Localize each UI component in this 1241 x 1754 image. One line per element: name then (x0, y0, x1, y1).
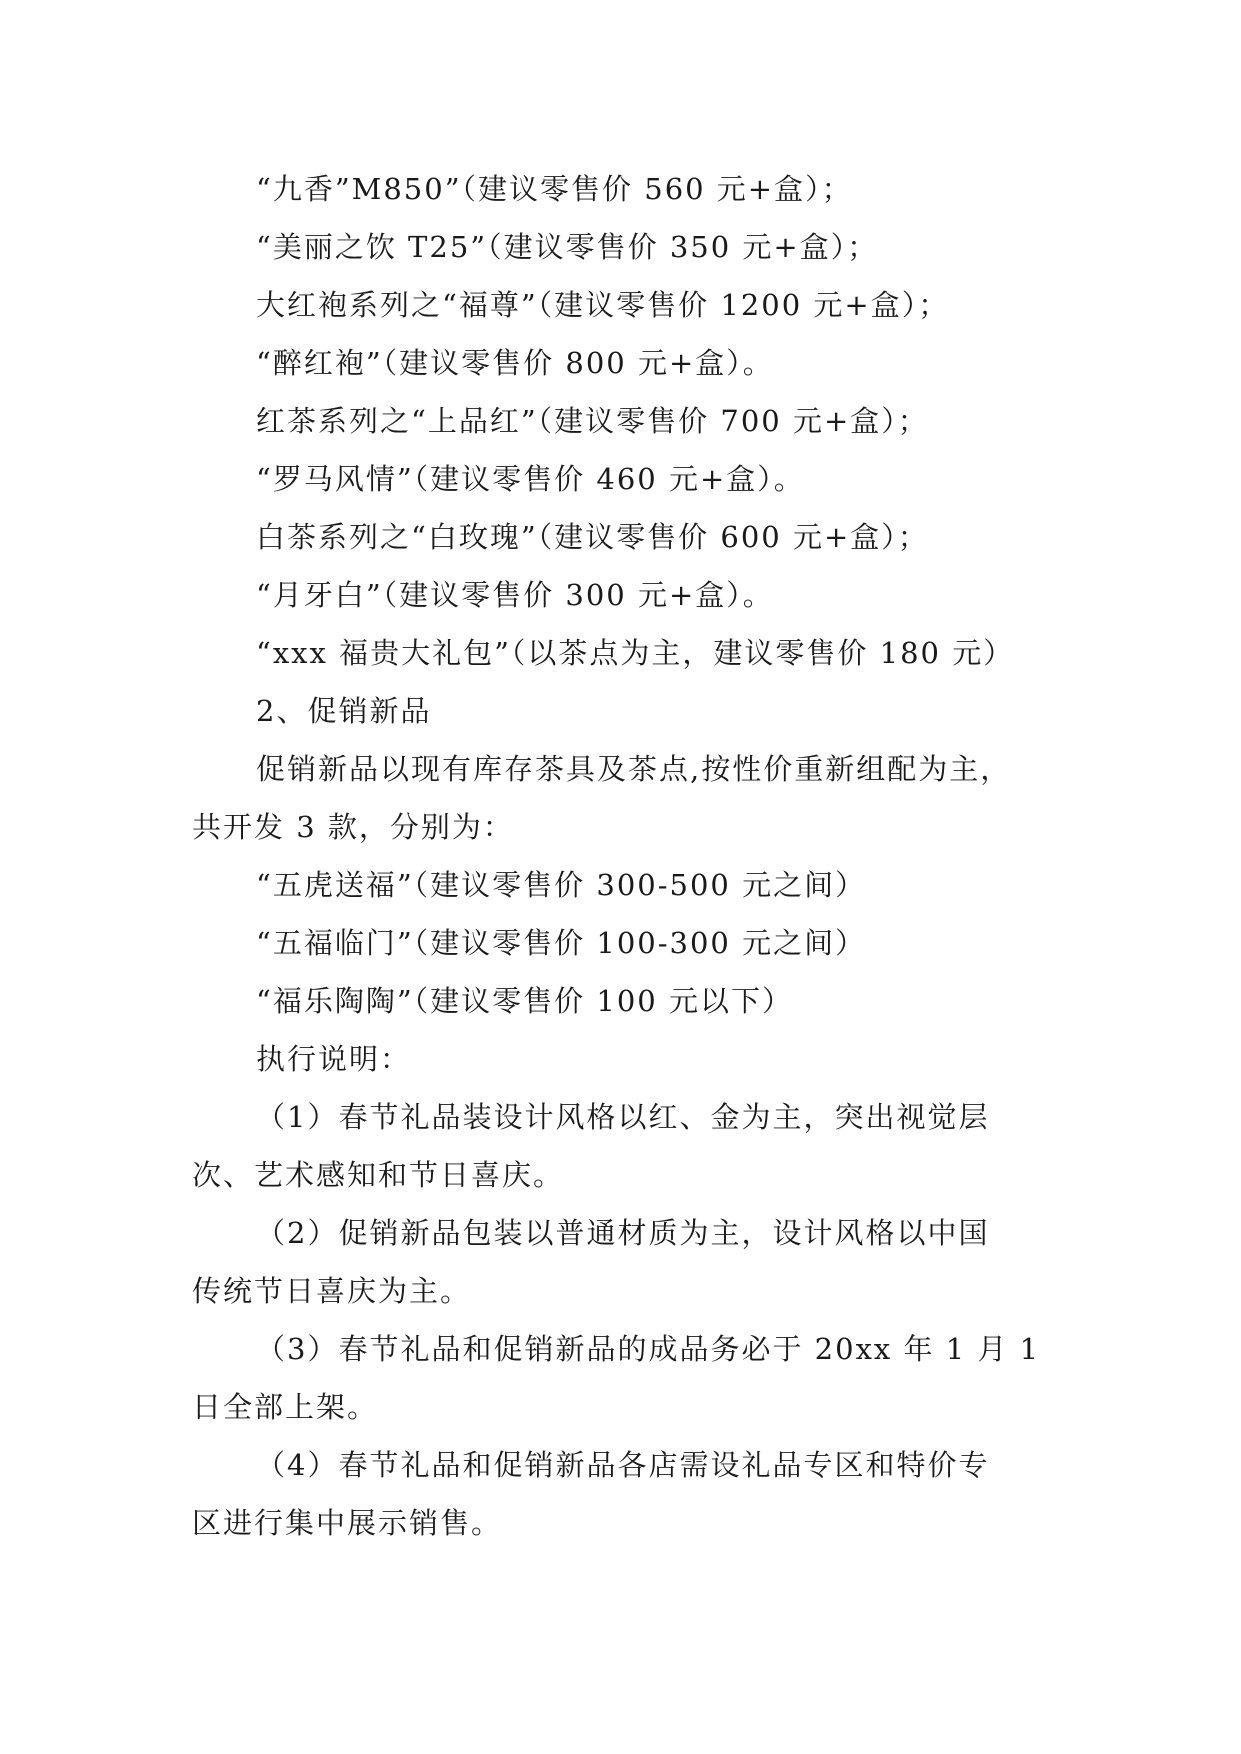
note-1-line-1: （1）春节礼品装设计风格以红、金为主，突出视觉层 (256, 1100, 990, 1134)
note-4-line-1: （4）春节礼品和促销新品各店需设礼品专区和特价专 (256, 1448, 990, 1482)
note-4-line-2: 区进行集中展示销售。 (192, 1506, 503, 1540)
product-line-zuihongpao: “醉红袍”（建议零售价 800 元+盒）。 (256, 346, 774, 380)
promo-item-wuhu: “五虎送福”（建议零售价 300-500 元之间） (256, 868, 867, 902)
section-heading-execution: 执行说明： (256, 1042, 412, 1076)
product-line-yueyabai: “月牙白”（建议零售价 300 元+盒）。 (256, 578, 774, 612)
product-line-gift-pack: “xxx 福贵大礼包”（以茶点为主，建议零售价 180 元） (256, 636, 1015, 670)
product-line-baimeigui: 白茶系列之“白玫瑰”（建议零售价 600 元+盒）； (256, 520, 929, 554)
note-2-line-2: 传统节日喜庆为主。 (192, 1274, 472, 1308)
product-line-meili: “美丽之饮 T25”（建议零售价 350 元+盒）； (256, 230, 879, 264)
note-2-line-1: （2）促销新品包装以普通材质为主，设计风格以中国 (256, 1216, 990, 1250)
product-line-shangpinhong: 红茶系列之“上品红”（建议零售价 700 元+盒）； (256, 404, 929, 438)
paragraph-promo-line-2: 共开发 3 款，分别为： (192, 810, 514, 844)
paragraph-promo-line-1: 促销新品以现有库存茶具及茶点,按性价重新组配为主， (256, 752, 1012, 786)
product-line-luomafengqing: “罗马风情”（建议零售价 460 元+盒）。 (256, 462, 805, 496)
note-1-line-2: 次、艺术感知和节日喜庆。 (192, 1158, 565, 1192)
promo-item-fule: “福乐陶陶”（建议零售价 100 元以下） (256, 984, 793, 1018)
note-3-line-1: （3）春节礼品和促销新品的成品务必于 20xx 年 1 月 1 (256, 1332, 1041, 1366)
section-heading-promo: 2、促销新品 (256, 694, 432, 728)
product-line-fuzun: 大红袍系列之“福尊”（建议零售价 1200 元+盒）； (256, 288, 950, 322)
document-body (192, 160, 1052, 1552)
product-line-jiuxiang: “九香”M850”（建议零售价 560 元+盒）； (256, 172, 853, 206)
promo-item-wufu: “五福临门”（建议零售价 100-300 元之间） (256, 926, 867, 960)
note-3-line-2: 日全部上架。 (192, 1390, 379, 1424)
